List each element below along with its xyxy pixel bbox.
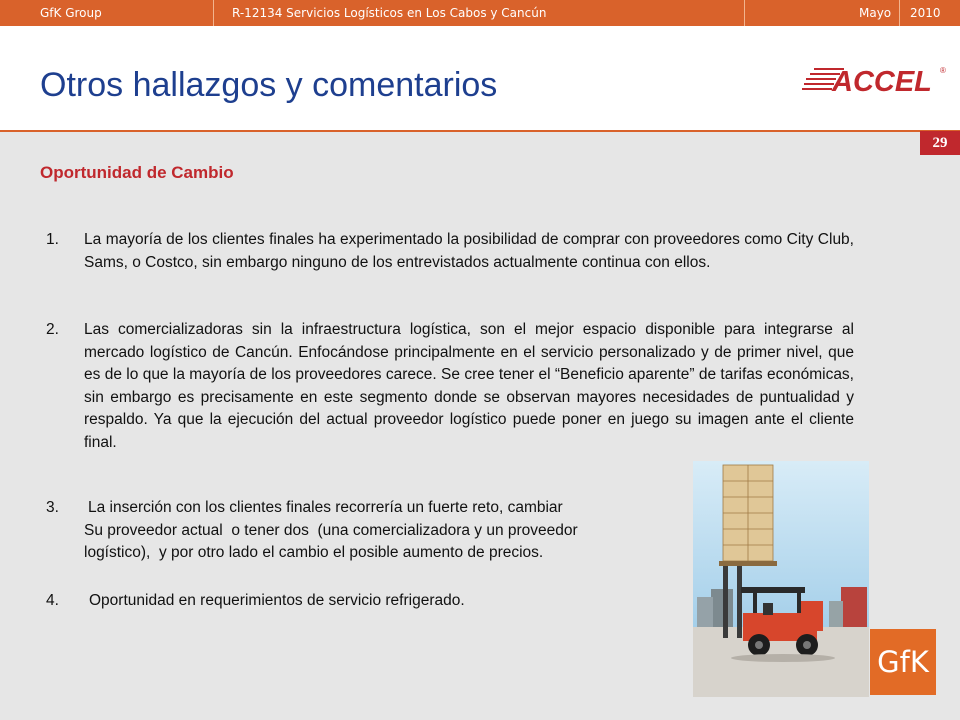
list-number: 1.	[46, 231, 59, 248]
list-number: 4.	[46, 592, 59, 609]
registered-mark: ®	[940, 66, 946, 75]
top-bar	[0, 0, 960, 26]
section-title: Oportunidad de Cambio	[40, 163, 234, 182]
project-label: R-12134 Servicios Logísticos en Los Cabos y Cancún	[214, 0, 745, 26]
list-text-line: La inserción con los clientes finales recorrería un fuerte reto, cambiar	[88, 499, 563, 516]
list-number: 2.	[46, 321, 59, 338]
list-text-line: Su proveedor actual o tener dos (una comercializadora y un proveedor	[84, 521, 578, 539]
forklift-photo	[693, 461, 869, 697]
year-label: 2010	[910, 6, 941, 20]
gfk-logo: GfK	[870, 629, 936, 695]
page-number: 29	[920, 131, 960, 155]
list-text: La mayoría de los clientes finales ha experimentado la posibilidad de comprar con proveedores como City Club, Sams, o Costco, sin embargo ninguno de los entrevistados actualmente continua con ellos.	[84, 231, 854, 271]
month-label: Mayo	[847, 0, 900, 26]
list-number: 3.	[46, 499, 59, 516]
list-text: Las comercializadoras sin la infraestructura logística, son el mejor espacio disponible para integrarse al mercado logístico de Cancún. Enfocándose principalmente en el servicio personalizado y de primer nivel, que es de lo que la mayoría de los proveedores carece. Se cree tener el “Beneficio aparente” de tarifas económicas, sin embargo es precisamente en este segmento donde se observan mayores necesidades de puntualidad y respaldo. Ya que la ejecución del actual proveedor logístico puede poner en juego su imagen ante el cliente final.	[84, 321, 854, 451]
accel-logo-text: ACCEL	[832, 66, 932, 98]
forklift-illustration	[693, 461, 869, 697]
company-label: GfK Group	[0, 0, 214, 26]
list-item	[46, 229, 854, 274]
list-text: Oportunidad en requerimientos de servicio refrigerado.	[89, 592, 465, 609]
accel-logo	[800, 61, 950, 101]
cardboard-boxes	[723, 465, 773, 561]
list-item	[46, 319, 854, 454]
slide-title: Otros hallazgos y comentarios	[40, 66, 498, 104]
list-text	[84, 497, 706, 565]
list-text-line: logístico), y por otro lado el cambio el posible aumento de precios.	[84, 544, 544, 561]
slide-header	[0, 26, 960, 132]
list-item	[46, 497, 706, 565]
list-item	[46, 590, 686, 613]
